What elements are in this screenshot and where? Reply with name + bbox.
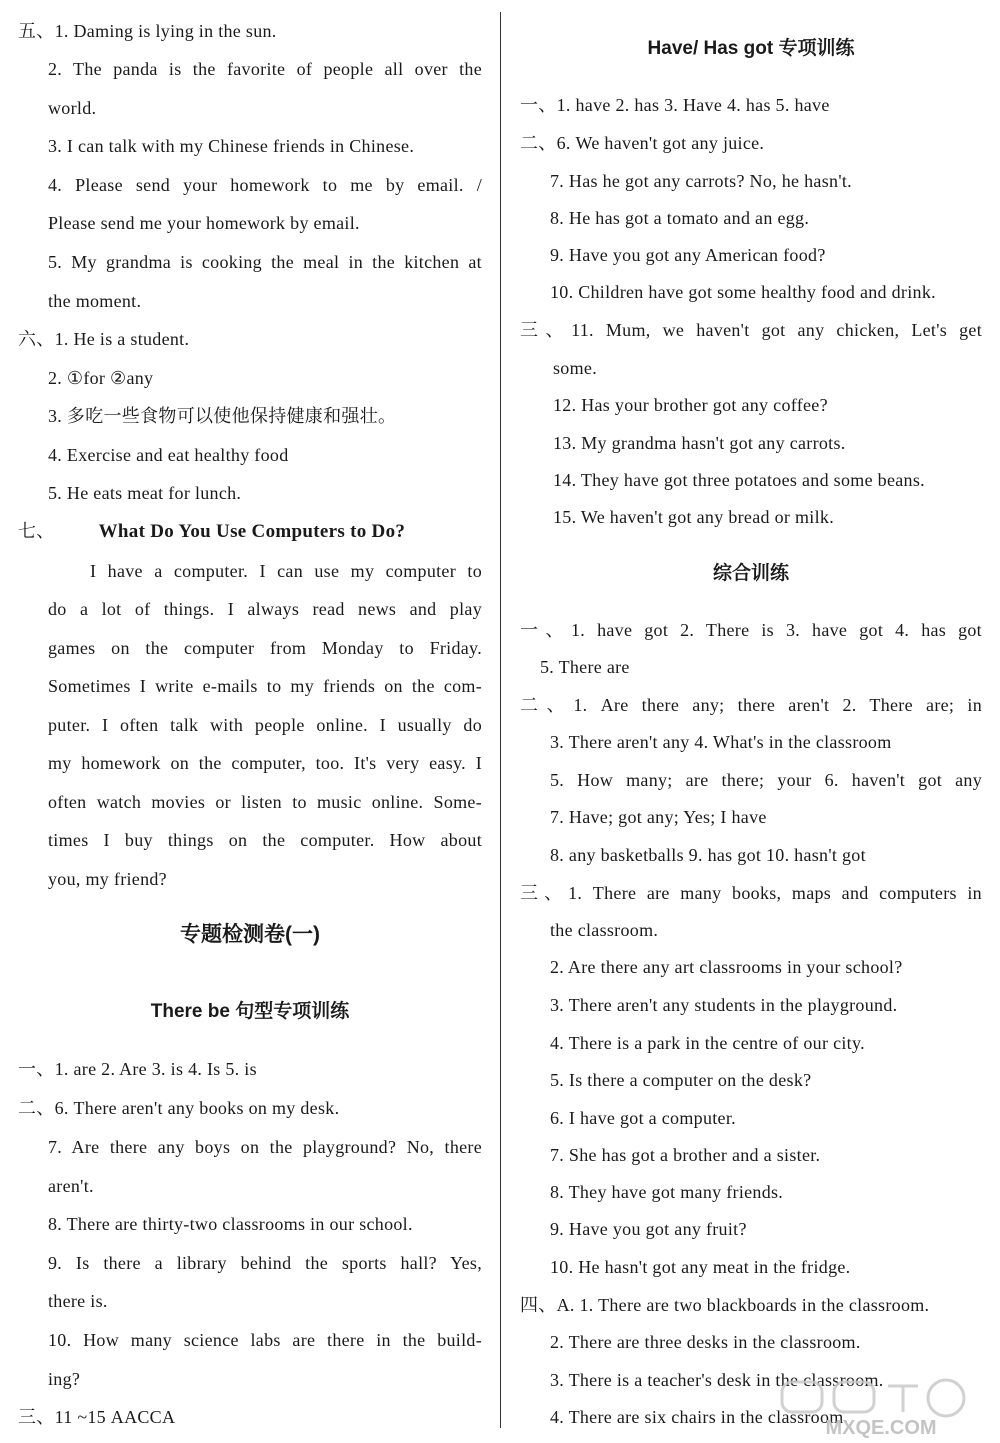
- essay-line: puter. I often talk with people online. I usually do: [48, 715, 482, 735]
- answer-line: 7. Has he got any carrots? No, he hasn't.: [550, 171, 852, 191]
- essay-line: you, my friend?: [48, 869, 167, 889]
- answer-line: 5. How many; are there; your 6. haven't got any: [550, 770, 982, 790]
- answer-line: ing?: [48, 1369, 81, 1389]
- watermark-text: MXQE.COM: [825, 1417, 937, 1438]
- answer-line: some.: [553, 358, 597, 378]
- answer-line: 10. How many science labs are there in the build-: [48, 1330, 482, 1350]
- answer-line: 12. Has your brother got any coffee?: [553, 395, 828, 415]
- answer-line: 9. Is there a library behind the sports hall? Yes,: [48, 1253, 482, 1273]
- answer-line: Please send me your homework by email.: [48, 213, 360, 233]
- watermark-logo: [776, 1378, 986, 1438]
- section-heading: Have/ Has got 专项训练: [647, 38, 855, 59]
- essay-line: often watch movies or listen to music online. Some-: [48, 792, 482, 812]
- answer-line: 4. There is a park in the centre of our city.: [550, 1033, 865, 1053]
- answer-line: 四、A. 1. There are two blackboards in the classroom.: [520, 1295, 930, 1315]
- answer-line: 8. There are thirty-two classrooms in our school.: [48, 1214, 413, 1234]
- answer-line: 3. There aren't any 4. What's in the classroom: [550, 732, 892, 752]
- answer-line: 13. My grandma hasn't got any carrots.: [553, 433, 846, 453]
- answer-line: 4. There are six chairs in the classroom.: [550, 1407, 849, 1427]
- answer-line: 7. Are there any boys on the playground? No, there: [48, 1137, 482, 1157]
- section-heading: 综合训练: [712, 563, 789, 584]
- answer-line: 五、1. Daming is lying in the sun.: [18, 21, 277, 41]
- answer-line: 5. Is there a computer on the desk?: [550, 1070, 812, 1090]
- answer-line: 6. I have got a computer.: [550, 1108, 736, 1128]
- essay-title: What Do You Use Computers to Do?: [98, 521, 406, 542]
- answer-line: 5. There are: [540, 657, 630, 677]
- answer-line: 2. The panda is the favorite of people all over the: [48, 59, 482, 79]
- essay-line: times I buy things on the computer. How about: [48, 830, 482, 850]
- answer-line: 3. I can talk with my Chinese friends in Chinese.: [48, 136, 415, 156]
- section-heading: 专题检测卷(一): [180, 923, 320, 946]
- answer-line: 三、11. Mum, we haven't got any chicken, Let's get: [520, 320, 982, 340]
- answer-line: 2. ①for ②any: [48, 368, 154, 388]
- essay-line: Sometimes I write e-mails to my friends on the com-: [48, 676, 482, 696]
- answer-line: 一、1. are 2. Are 3. is 4. Is 5. is: [18, 1059, 257, 1079]
- answer-line: 10. Children have got some healthy food and drink.: [550, 282, 936, 302]
- answer-line: 8. They have got many friends.: [550, 1182, 784, 1202]
- essay-line: my homework on the computer, too. It's very easy. I: [48, 753, 482, 773]
- answer-line: the moment.: [48, 291, 142, 311]
- section-number: 七、: [18, 521, 55, 541]
- answer-line: 15. We haven't got any bread or milk.: [553, 507, 834, 527]
- answer-line: 二、6. There aren't any books on my desk.: [18, 1098, 340, 1118]
- answer-line: 3. There is a teacher's desk in the classroom.: [550, 1370, 884, 1390]
- watermark-graphic: [776, 1378, 986, 1438]
- answer-line: 3. 多吃一些食物可以使他保持健康和强壮。: [48, 406, 397, 426]
- answer-line: 二、6. We haven't got any juice.: [520, 133, 765, 153]
- answer-line: 9. Have you got any American food?: [550, 245, 826, 265]
- answer-line: 3. There aren't any students in the playground.: [550, 995, 898, 1015]
- answer-line: 2. There are three desks in the classroom.: [550, 1332, 861, 1352]
- answer-line: 三、11 ~15 AACCA: [18, 1407, 176, 1427]
- answer-line: 一、1. have got 2. There is 3. have got 4. has got: [520, 620, 982, 640]
- answer-line: aren't.: [48, 1176, 94, 1196]
- answer-line: 9. Have you got any fruit?: [550, 1219, 747, 1239]
- answer-line: 8. any basketballs 9. has got 10. hasn't got: [550, 845, 866, 865]
- answer-line: 5. He eats meat for lunch.: [48, 483, 242, 503]
- answer-line: there is.: [48, 1291, 108, 1311]
- answer-line: 5. My grandma is cooking the meal in the kitchen at: [48, 252, 482, 272]
- answer-line: 2. Are there any art classrooms in your school?: [550, 957, 903, 977]
- answer-line: 7. She has got a brother and a sister.: [550, 1145, 821, 1165]
- answer-line: 7. Have; got any; Yes; I have: [550, 807, 767, 827]
- essay-title-line: [18, 519, 482, 544]
- section-heading: There be 句型专项训练: [150, 1001, 350, 1022]
- answer-line: 六、1. He is a student.: [18, 329, 190, 349]
- answer-line: 14. They have got three potatoes and some beans.: [553, 470, 925, 490]
- answer-line: the classroom.: [550, 920, 659, 940]
- answer-line: world.: [48, 98, 97, 118]
- answer-line: 4. Exercise and eat healthy food: [48, 445, 289, 465]
- column-divider: [500, 12, 501, 1428]
- essay-line: games on the computer from Monday to Friday.: [48, 638, 482, 658]
- answer-line: 4. Please send your homework to me by email. /: [48, 175, 482, 195]
- answer-line: 8. He has got a tomato and an egg.: [550, 208, 810, 228]
- answer-line: 二、1. Are there any; there aren't 2. There are; in: [520, 695, 982, 715]
- answer-line: 10. He hasn't got any meat in the fridge.: [550, 1257, 851, 1277]
- essay-line: do a lot of things. I always read news and play: [48, 599, 482, 619]
- essay-line: I have a computer. I can use my computer to: [90, 561, 482, 581]
- answer-line: 三、1. There are many books, maps and computers in: [520, 883, 982, 903]
- answer-line: 一、1. have 2. has 3. Have 4. has 5. have: [520, 95, 830, 115]
